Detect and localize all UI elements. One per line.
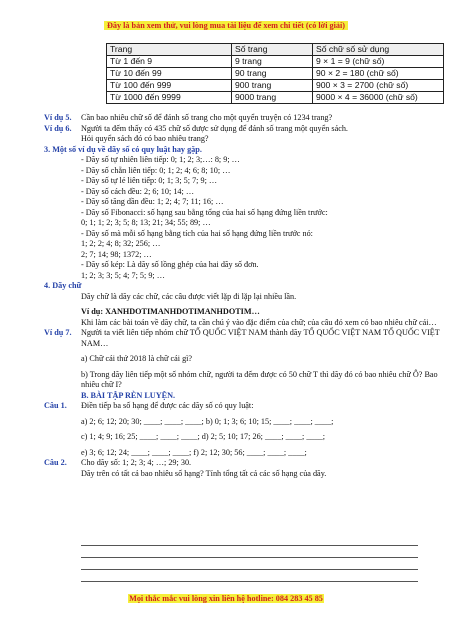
question-part: a) Chữ cái thứ 2018 là chữ cái gì? (81, 354, 193, 363)
list-item: 1; 2; 2; 4; 8; 32; 256; … (81, 239, 161, 248)
table-cell: Từ 100 đến 999 (107, 80, 232, 92)
paragraph: Dãy chữ là dãy các chữ, các câu được viết lặp đi lặp lại nhiều lần. (81, 291, 297, 301)
list-item: 2; 7; 14; 98; 1372; … (81, 249, 152, 259)
question-part: a) 2; 6; 12; 20; 30; ____; ____; ____; b) 0; 1; 3; 6; 10; 15; ____; ____; ____; (81, 416, 334, 426)
example-title: Ví dụ: XANHDOTIMANHDOTIMANHDOTIM… (81, 307, 260, 316)
table-header-row (107, 44, 444, 56)
table-header: Trang (107, 44, 232, 56)
list-item: 1; 2; 3; 3; 5; 4; 7; 5; 9; … (81, 270, 165, 280)
table-header: Số trang (232, 44, 313, 56)
table-cell: Từ 1 đến 9 (107, 56, 232, 68)
list-item: - Dãy số cách đều: 2; 6; 10; 14; … (81, 186, 195, 196)
example-text: Hỏi quyển sách đó có bao nhiêu trang? (81, 134, 209, 143)
table-cell: Từ 10 đến 99 (107, 68, 232, 80)
preview-banner: Đây là bản xem thử, vui lòng mua tài liệu để xem chi tiết (có lời giải) (104, 21, 348, 30)
section-heading: B. BÀI TẬP RÈN LUYỆN. (81, 390, 176, 400)
answer-line (81, 581, 418, 582)
table-header: Số chữ số sử dụng (313, 44, 444, 56)
table-cell: 900 × 3 = 2700 (chữ số) (313, 80, 444, 92)
question-label: Câu 1. (44, 401, 67, 410)
list-item: 0; 1; 1; 2; 3; 5; 8; 13; 21; 34; 55; 89; … (81, 218, 211, 227)
table-cell: 90 × 2 = 180 (chữ số) (313, 68, 444, 80)
list-item: - Dãy số tăng dần đều: 1; 2; 4; 7; 11; 16; … (81, 197, 224, 206)
question-text: Điền tiếp ba số hạng để được các dãy số có quy luật: (81, 401, 254, 410)
table-row (107, 80, 444, 92)
example-text: Người ta đếm thấy có 435 chữ số được sử dụng để đánh số trang một quyển sách. (81, 123, 348, 133)
table-row (107, 92, 444, 104)
example-7 (0, 328, 450, 349)
question-part: c) 1; 4; 9; 16; 25; ____; ____; ____; d) 2; 5; 10; 17; 26; ____; ____; ____; (81, 432, 326, 441)
question-label: Câu 2. (44, 458, 67, 467)
document-body (0, 113, 450, 479)
example-label: Ví dụ 5. (44, 113, 72, 122)
example-text: Cần bao nhiêu chữ số để đánh số trang cho một quyển truyện có 1234 trang? (81, 113, 333, 122)
list-item: - Dãy số mà mỗi số hạng bằng tích của hai số hạng đứng liền trước nó: (81, 228, 313, 238)
answer-line (81, 557, 418, 558)
question-part: e) 3; 6; 12; 24; ____; ____; ____; f) 2; 12; 30; 56; ____; ____; ____; (81, 447, 307, 457)
list-item: - Dãy số chẵn liên tiếp: 0; 1; 2; 4; 6; 8; 10; … (81, 165, 231, 175)
table-cell: 9000 × 4 = 36000 (chữ số) (313, 92, 444, 104)
question-1 (0, 401, 450, 412)
table-row (107, 56, 444, 68)
example-label: Ví dụ 6. (44, 123, 72, 133)
example-label: Ví dụ 7. (44, 328, 72, 337)
question-part: b) Trong dãy liên tiếp một số nhóm chữ, người ta đếm được có 50 chữ T thì dãy đó có bao nhiêu chữ Ô? Bao nhiêu chữ I? (81, 369, 438, 389)
example-text: Người ta viết liên tiếp nhóm chữ TỔ QUỐC VIỆT NAM thành dãy TỔ QUỐC VIỆT NAM TỔ QUỐC VIỆT NAM… (81, 328, 440, 348)
hotline-banner: Mọi thắc mắc vui lòng xin liên hệ hotline: 084 283 45 85 (129, 594, 323, 603)
list-item: - Dãy số kép: Là dãy số lồng ghép của hai dãy số đơn. (81, 260, 259, 269)
section-heading: 3. Một số ví dụ về dãy số có quy luật hay gặp. (44, 144, 202, 154)
question-2 (0, 458, 450, 469)
table-cell: 90 trang (232, 68, 313, 80)
example-6 (0, 124, 450, 135)
section-heading: 4. Dãy chữ (44, 281, 82, 290)
question-text: Dãy trên có tất cả bao nhiêu số hạng? Tính tổng tất cả các số hạng của dãy. (81, 468, 327, 478)
page-count-table (106, 43, 444, 104)
paragraph: Khi làm các bài toán về dãy chữ, ta cần chú ý vào đặc điểm của chữ; của câu đó xem có bao nhiêu chữ cái… (81, 317, 437, 327)
table-cell: 9000 trang (232, 92, 313, 104)
list-item: - Dãy số tự lẻ liên tiếp: 0; 1; 3; 5; 7; 9; … (81, 176, 218, 185)
table-cell: 900 trang (232, 80, 313, 92)
list-item: - Dãy số Fibonacci: số hạng sau bằng tổng của hai số hạng đứng liền trước: (81, 207, 328, 217)
table-cell: 9 × 1 = 9 (chữ số) (313, 56, 444, 68)
table-row (107, 68, 444, 80)
list-item: - Dãy số tự nhiên liên tiếp: 0; 1; 2; 3;…: 8; 9; … (81, 155, 240, 164)
answer-line (81, 569, 418, 570)
table-cell: Từ 1000 đến 9999 (107, 92, 232, 104)
answer-line (81, 545, 418, 546)
example-5 (0, 113, 450, 124)
table-cell: 9 trang (232, 56, 313, 68)
question-text: Cho dãy số: 1; 2; 3; 4; …; 29; 30. (81, 458, 192, 467)
